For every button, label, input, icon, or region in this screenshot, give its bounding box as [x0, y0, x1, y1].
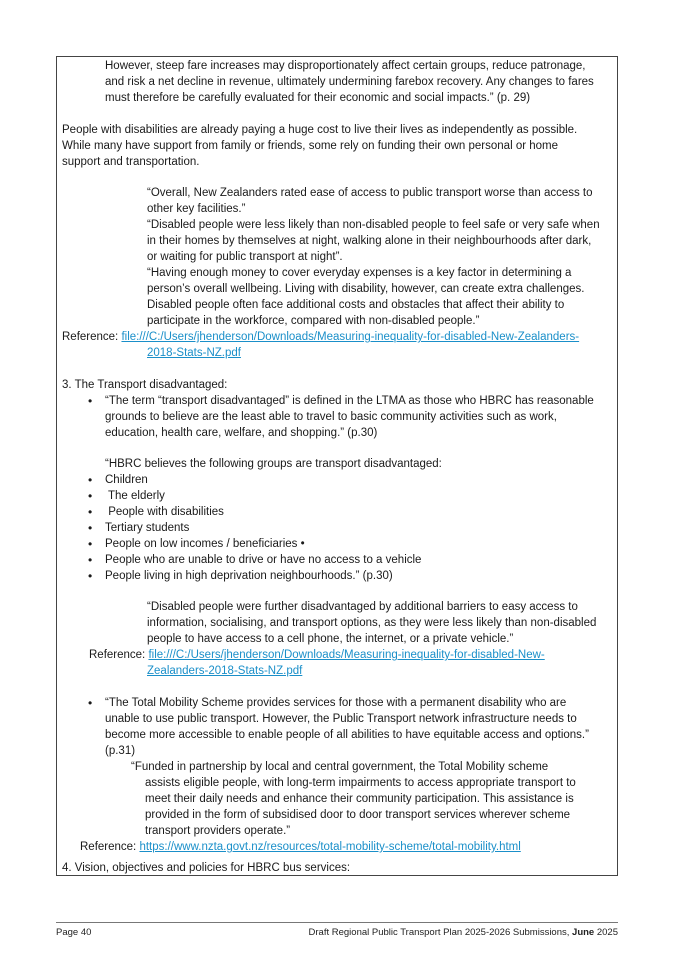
footer-page-number: Page 40 — [56, 927, 92, 938]
footer-doc-title — [309, 927, 618, 939]
funded-quote-line: “Funded in partnership by local and central government, the Total Mobility scheme — [131, 761, 549, 773]
total-mobility-line: unable to use public transport. However, the Public Transport network infrastructure needs to — [105, 713, 577, 725]
reference-2-link[interactable]: file:///C:/Users/jhenderson/Downloads/Measuring-inequality-for-disabled-New- — [148, 649, 545, 661]
reference-label: Reference: — [89, 649, 149, 661]
bullet-icon: • — [88, 696, 93, 710]
reference-1 — [62, 329, 579, 345]
bullet-icon: • — [88, 473, 93, 487]
bullet-icon: • — [88, 553, 93, 567]
reference-1-cont — [147, 345, 241, 361]
barriers-quote-line: people to have access to a cell phone, the internet, or a private vehicle.” — [147, 633, 514, 645]
section-3-heading: 3. The Transport disadvantaged: — [62, 379, 228, 391]
bullet-icon: • — [88, 489, 93, 503]
footer-title-text: Draft Regional Public Transport Plan 2025-2026 Submissions, — [308, 927, 573, 938]
footer-month: June — [572, 927, 595, 938]
stats-quote-line: or waiting for public transport at night”. — [147, 251, 343, 263]
funded-quote-line: provided in the form of subsidised door to door transport services wherever scheme — [145, 809, 571, 821]
bullet-icon: • — [88, 521, 93, 535]
reference-3 — [80, 839, 521, 855]
stats-quote-line: Disabled people often face additional costs and obstacles that affect their ability to — [147, 299, 565, 311]
reference-1-link-cont[interactable]: 2018-Stats-NZ.pdf — [147, 347, 241, 359]
footer-divider — [56, 922, 618, 923]
section-4-heading: 4. Vision, objectives and policies for HBRC bus services: — [62, 862, 351, 874]
group-item: People on low incomes / beneficiaries • — [105, 538, 305, 550]
funded-quote-line: meet their daily needs and enhance their community participation. This assistance is — [145, 793, 574, 805]
reference-2-cont — [147, 663, 302, 679]
stats-quote-line: “Overall, New Zealanders rated ease of access to public transport worse than access to — [147, 187, 593, 199]
reference-2 — [89, 647, 545, 663]
group-item: People who are unable to drive or have no access to a vehicle — [105, 554, 422, 566]
bullet-icon: • — [88, 537, 93, 551]
total-mobility-line: “The Total Mobility Scheme provides services for those with a permanent disability who are — [105, 697, 567, 709]
total-mobility-line: become more accessible to enable people of all abilities to have equitable access and options.” — [105, 729, 589, 741]
bullet-text-line: education, health care, welfare, and shopping.” (p.30) — [105, 427, 378, 439]
stats-quote-line: in their homes by themselves at night, walking alone in their neighbourhoods after dark, — [147, 235, 592, 247]
reference-label: Reference: — [80, 841, 140, 853]
paragraph-line: While many have support from family or friends, some rely on funding their own personal or home — [62, 140, 559, 152]
quote-top-line: However, steep fare increases may disproportionately affect certain groups, reduce patronage, — [105, 60, 586, 72]
group-item: People living in high deprivation neighbourhoods.” (p.30) — [105, 570, 393, 582]
stats-quote-line: other key facilities.” — [147, 203, 246, 215]
bullet-text-line: grounds to believe are the least able to travel to basic community activities such as work, — [105, 411, 557, 423]
quote-top-line: and risk a net decline in revenue, ultimately undermining farebox recovery. Any changes to fares — [105, 76, 594, 88]
bullet-icon: • — [88, 569, 93, 583]
funded-quote-line: assists eligible people, with long-term impairments to access appropriate transport to — [145, 777, 576, 789]
stats-quote-line: “Disabled people were less likely than non-disabled people to feel safe or very safe when — [147, 219, 600, 231]
funded-quote-line: transport providers operate.” — [145, 825, 291, 837]
bullet-icon: • — [88, 394, 93, 408]
groups-intro: “HBRC believes the following groups are transport disadvantaged: — [105, 458, 442, 470]
paragraph-line: support and transportation. — [62, 156, 200, 168]
footer-year: 2025 — [594, 927, 618, 938]
reference-1-link[interactable]: file:///C:/Users/jhenderson/Downloads/Measuring-inequality-for-disabled-New-Zealanders- — [121, 331, 580, 343]
stats-quote-line: person’s overall wellbeing. Living with disability, however, can create extra challenges. — [147, 283, 585, 295]
barriers-quote-line: “Disabled people were further disadvantaged by additional barriers to easy access to — [147, 601, 578, 613]
stats-quote-line: participate in the workforce, compared with non-disabled people.” — [147, 315, 480, 327]
bullet-icon: • — [88, 505, 93, 519]
group-item: Children — [105, 474, 148, 486]
reference-3-link[interactable]: https://www.nzta.govt.nz/resources/total-mobility-scheme/total-mobility.html — [139, 841, 521, 853]
stats-quote-line: “Having enough money to cover everyday expenses is a key factor in determining a — [147, 267, 572, 279]
group-item: Tertiary students — [105, 522, 190, 534]
group-item: People with disabilities — [105, 506, 224, 518]
paragraph-line: People with disabilities are already paying a huge cost to live their lives as independently as possible. — [62, 124, 578, 136]
quote-top-line: must therefore be carefully evaluated for their economic and social impacts.” (p. 29) — [105, 92, 531, 104]
bullet-text-line: “The term “transport disadvantaged” is defined in the LTMA as those who HBRC has reasonable — [105, 395, 594, 407]
reference-2-link-cont[interactable]: Zealanders-2018-Stats-NZ.pdf — [147, 665, 303, 677]
reference-label: Reference: — [62, 331, 122, 343]
total-mobility-line: (p.31) — [105, 745, 136, 757]
barriers-quote-line: information, socialising, and transport options, as they were less likely than non-disabled — [147, 617, 597, 629]
group-item: The elderly — [105, 490, 165, 502]
